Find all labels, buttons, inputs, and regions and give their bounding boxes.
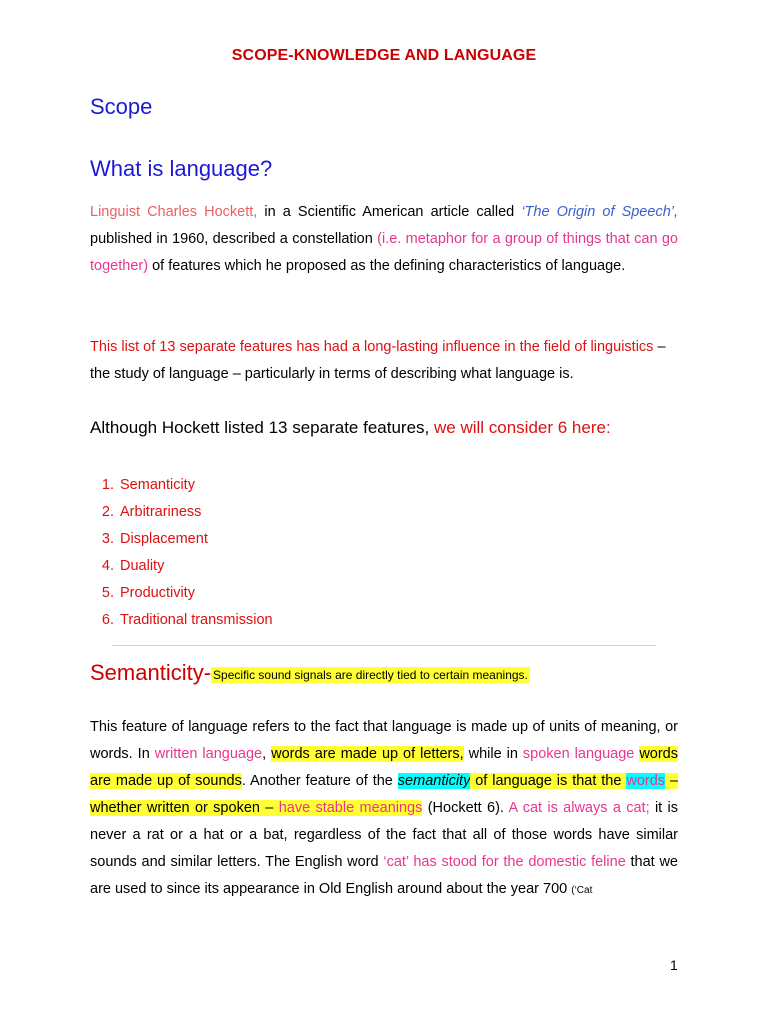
sem-text-5: . Another feature of the [241, 773, 398, 789]
sem-text-10: that we are used to since its appearance in Old English around about the year 700 [90, 854, 678, 897]
cat-word: ‘cat’ has stood for the domestic feline [383, 854, 626, 870]
list-number: 6. [101, 612, 114, 628]
list-number: 3. [101, 531, 114, 547]
sem-text-2: , [262, 746, 272, 762]
semanticity-title: Semanticity- [90, 660, 212, 685]
section-divider [112, 645, 656, 646]
intro-text-3: of features which he proposed as the defining characteristics of language. [148, 258, 626, 274]
spoken-language: spoken language [522, 746, 635, 762]
list-label: Duality [120, 558, 165, 574]
list-item [90, 580, 273, 607]
semanticity-word: semanticity [397, 773, 471, 789]
article-title: ‘The Origin of Speech’, [521, 204, 679, 220]
sem-text-3: while in [463, 746, 523, 762]
list-label: Productivity [120, 585, 195, 601]
sem-text-6: of language is that the [470, 773, 627, 789]
semanticity-heading [90, 660, 530, 686]
list-label: Traditional transmission [120, 612, 273, 628]
cat-sentence: A cat is always a cat; [508, 800, 650, 816]
list-number: 2. [101, 504, 114, 520]
sounds-highlight: words are made up of sounds [90, 746, 678, 789]
citation-start: (‘Cat [571, 885, 593, 896]
list-item [90, 553, 273, 580]
semanticity-definition: Specific sound signals are directly tied to certain meanings. [213, 668, 528, 682]
feature-list [90, 472, 273, 634]
list-label: Arbitrariness [120, 504, 202, 520]
document-title: SCOPE-KNOWLEDGE AND LANGUAGE [231, 47, 537, 64]
intro-text-1: in a Scientific American article called [257, 204, 522, 220]
list-item [90, 472, 273, 499]
list-number: 1. [101, 477, 114, 493]
influence-paragraph [90, 334, 678, 388]
sem-text-9: it is never a rat or a hat or a bat, regardless of the fact that all of those words have similar sounds and similar letters. The English word [90, 800, 678, 870]
list-item [90, 499, 273, 526]
consider-heading [90, 418, 611, 438]
consider-red: we will consider 6 here: [433, 418, 611, 437]
semanticity-paragraph [90, 714, 678, 904]
list-item [90, 526, 273, 553]
letters-highlight: words are made up of letters, [271, 746, 464, 762]
stable-meanings: have stable meanings [278, 800, 423, 816]
words-highlight: words [626, 773, 666, 789]
list-number: 4. [101, 558, 114, 574]
consider-black: Although Hockett listed 13 separate features, [90, 418, 434, 437]
author-name: Linguist Charles Hockett, [90, 204, 258, 220]
influence-red: This list of 13 separate features has had a long-lasting influence in the field of linguistics [90, 339, 654, 355]
page-number: 1 [670, 957, 678, 973]
intro-paragraph [90, 199, 678, 280]
influence-rest: – the study of language – particularly in terms of describing what language is. [90, 339, 666, 382]
list-item [90, 607, 273, 634]
list-label: Displacement [120, 531, 208, 547]
list-label: Semanticity [120, 477, 195, 493]
list-number: 5. [101, 585, 114, 601]
heading-scope: Scope [90, 94, 153, 119]
written-language: written language [154, 746, 263, 762]
sem-text-1: This feature of language refers to the fact that language is made up of units of meaning, or words. In [90, 719, 678, 762]
intro-text-2: published in 1960, described a constellation [90, 231, 378, 247]
heading-what-is-language: What is language? [90, 156, 273, 181]
intro-aside: (i.e. metaphor for a group of things that can go together) [90, 231, 678, 274]
sem-text-7: – whether written or spoken – [90, 773, 679, 816]
sem-text-8: (Hockett 6). [422, 800, 509, 816]
